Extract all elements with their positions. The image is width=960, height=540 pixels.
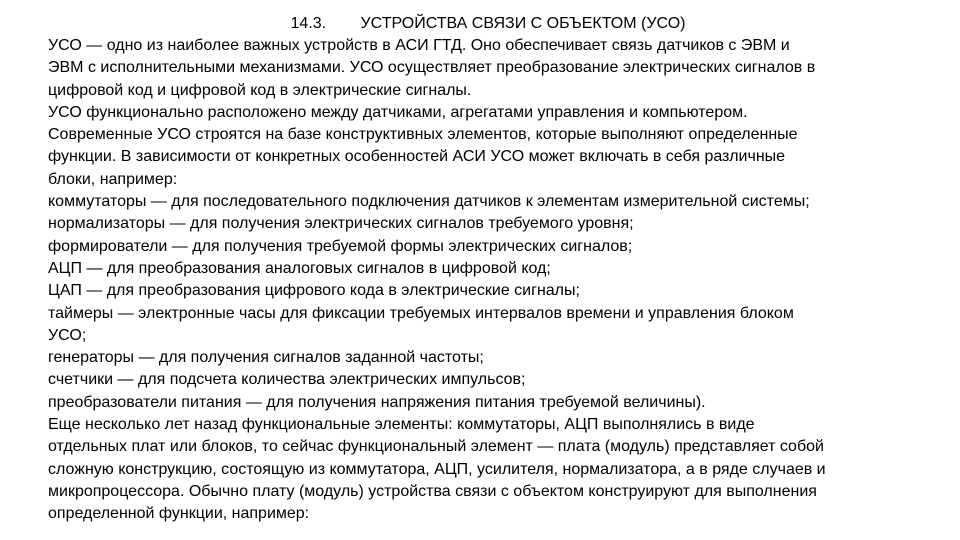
text-line: микропроцессора. Обычно плату (модуль) устройства связи с объектом конструируют для выполнения bbox=[48, 482, 817, 500]
text-line: УСО функционально расположено между датчиками, агрегатами управления и компьютером. bbox=[48, 103, 748, 121]
text-line: ЭВМ с исполнительными механизмами. УСО осуществляет преобразование электрических сигналов в bbox=[48, 59, 816, 77]
text-line: АЦП — для преобразования аналоговых сигналов в цифровой код; bbox=[48, 259, 551, 277]
text-line: нормализаторы — для получения электрических сигналов требуемого уровня; bbox=[48, 215, 634, 233]
text-line: УСО; bbox=[48, 326, 87, 344]
text-line: УСО — одно из наиболее важных устройств в АСИ ГТД. Оно обеспечивает связь датчиков с ЭВМ и bbox=[48, 37, 790, 54]
text-line: преобразователи питания — для получения напряжения питания требуемой величины). bbox=[48, 393, 706, 411]
text-line: блоки, например: bbox=[48, 170, 178, 188]
text-line: Современные УСО строятся на базе конструктивных элементов, которые выполняют определенные bbox=[48, 126, 798, 144]
text-line: сложную конструкцию, состоящую из коммутатора, АЦП, усилителя, нормализатора, а в ряде случаев и bbox=[48, 460, 826, 478]
body-text bbox=[48, 35, 928, 526]
section-number: 14.3. bbox=[290, 15, 327, 32]
section-title: УСТРОЙСТВА СВЯЗИ С ОБЪЕКТОМ (УСО) bbox=[360, 15, 686, 32]
document-page bbox=[48, 14, 928, 526]
text-line: функции. В зависимости от конкретных особенностей АСИ УСО может включать в себя различные bbox=[48, 148, 786, 166]
text-line: коммутаторы — для последовательного подключения датчиков к элементам измерительной системы; bbox=[48, 193, 810, 211]
text-line: Еще несколько лет назад функциональные элементы: коммутаторы, АЦП выполнялись в виде bbox=[48, 416, 755, 434]
text-line: ЦАП — для преобразования цифрового кода в электрические сигналы; bbox=[48, 282, 580, 300]
text-line: цифровой код и цифровой код в электрические сигналы. bbox=[48, 81, 472, 99]
text-line: счетчики — для подсчета количества электрических импульсов; bbox=[48, 371, 526, 389]
text-line: формирователи — для получения требуемой формы электрических сигналов; bbox=[48, 237, 633, 255]
text-line: определенной функции, например: bbox=[48, 505, 310, 523]
text-line: генераторы — для получения сигналов заданной частоты; bbox=[48, 349, 484, 367]
text-line: таймеры — электронные часы для фиксации требуемых интервалов времени и управления блоком bbox=[48, 304, 794, 322]
text-line: отдельных плат или блоков, то сейчас функциональный элемент — плата (модуль) представляет собой bbox=[48, 438, 824, 456]
section-heading bbox=[48, 14, 928, 33]
